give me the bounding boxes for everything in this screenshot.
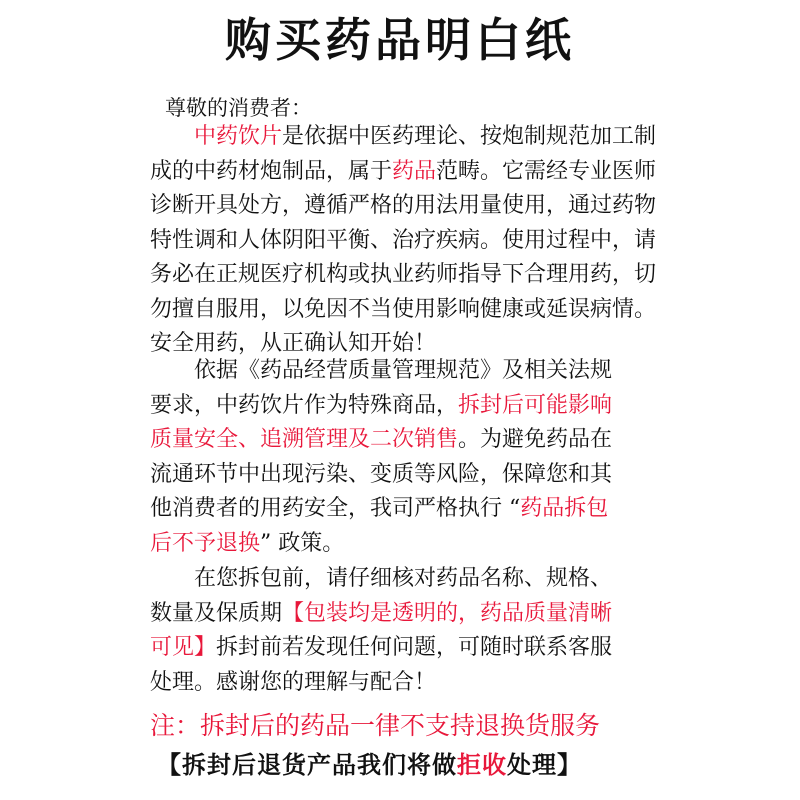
salutation: 尊敬的消费者：: [165, 96, 312, 120]
body-text: 数量及保质期: [150, 600, 283, 626]
highlight-text: 可见】: [150, 635, 217, 660]
paragraph-line: [150, 597, 710, 632]
body-text: 要求，中药饮片作为特殊商品，: [150, 392, 459, 418]
paragraph-line: 诊断开具处方，遵循严格的用法用量使用，通过药物: [150, 193, 657, 218]
highlight-text: 【包装均是透明的，药品质量清晰: [282, 600, 613, 626]
highlight-text: 中药饮片: [194, 124, 283, 149]
paragraph-line: 流通环节中出现污染、变质等风险，保障您和其: [150, 461, 613, 487]
paragraph-line: 处理。感谢您的理解与配合！: [150, 669, 437, 695]
page-title: 购买药品明白纸: [225, 13, 575, 67]
paragraph-line: 勿擅自服用，以免因不当使用影响健康或延误病情。: [150, 296, 657, 322]
paragraph-line: [150, 423, 710, 458]
body-text: 他消费者的用药安全，我司严格执行 “: [150, 496, 521, 521]
body-text: 处理】: [507, 750, 582, 779]
highlight-text: 质量安全、追溯管理及二次销售: [150, 427, 459, 452]
highlight-text: 后不予退换: [150, 530, 261, 556]
paragraph-intro: [150, 120, 710, 362]
body-text: 【拆封后退货产品我们将做: [157, 750, 457, 779]
body-text: 是依据中医药理论、按炮制规范加工制: [282, 124, 657, 149]
paragraph-line: 务必在正规医疗机构或执业药师指导下合理用药，切: [150, 262, 657, 287]
highlight-text: 拆封后可能影响: [458, 392, 613, 418]
paragraph-line: [150, 120, 710, 155]
paragraph-line: 特性调和人体阴阳平衡、治疗疾病。使用过程中，请: [150, 227, 657, 253]
bottom-notice: [157, 746, 582, 784]
body-text: 范畴。它需经专业医师: [436, 158, 657, 184]
paragraph-line: [150, 631, 710, 666]
paragraph-check: [150, 562, 710, 700]
paragraph-line: 安全用药，从正确认知开始！: [150, 331, 437, 356]
body-text: ” 政策。: [260, 530, 345, 556]
paragraph-line: 依据《药品经营质量管理规范》及相关法规: [194, 358, 613, 383]
body-text: 拆封前若发现任何问题，可随时联系客服: [216, 635, 613, 660]
notice-line: 注：拆封后的药品一律不支持退换货服务: [150, 711, 601, 740]
paragraph-policy: [150, 354, 710, 561]
highlight-text: 拒收: [457, 750, 507, 779]
body-text: 成的中药材炮制品，属于: [150, 158, 393, 184]
highlight-text: 药品拆包: [520, 496, 609, 521]
paragraph-line: [150, 389, 710, 424]
paragraph-line: [150, 527, 710, 562]
highlight-text: 药品: [392, 158, 437, 184]
paragraph-line: 在您拆包前，请仔细核对药品名称、规格、: [194, 566, 613, 591]
paragraph-line: [150, 492, 710, 527]
paragraph-line: [150, 155, 710, 190]
body-text: 。为避免药品在: [458, 427, 613, 452]
